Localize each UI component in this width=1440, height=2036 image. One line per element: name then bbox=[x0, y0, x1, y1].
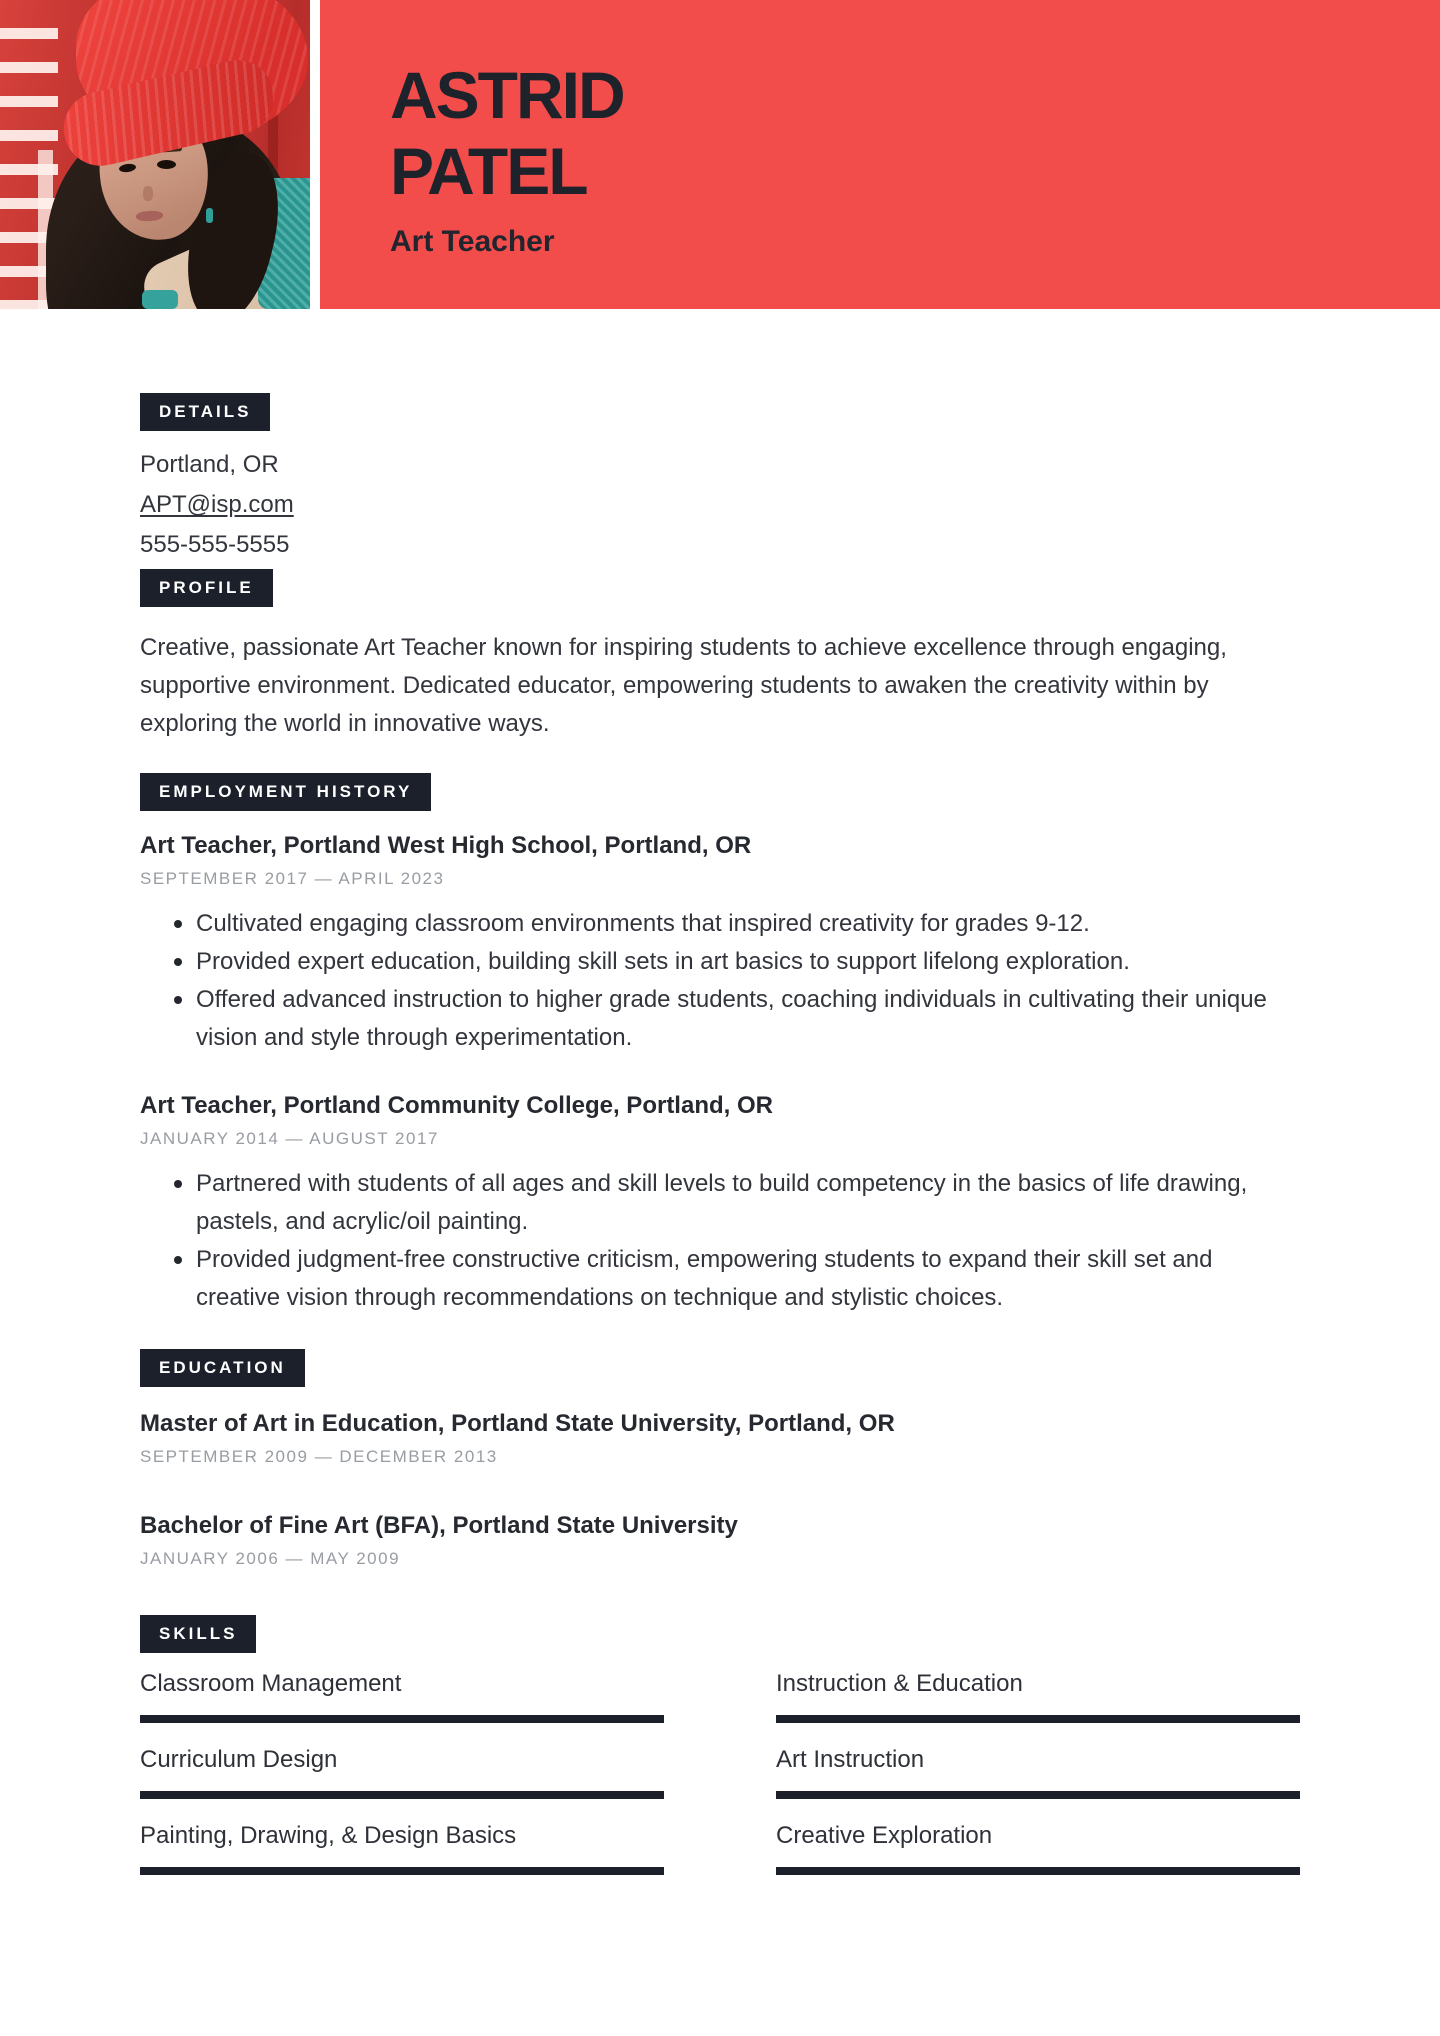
job-entry bbox=[140, 1091, 1300, 1317]
education-dates: SEPTEMBER 2009 — DECEMBER 2013 bbox=[140, 1447, 498, 1466]
photo-shape bbox=[157, 160, 176, 169]
bullet-item: Provided judgment-free constructive criticism, empowering students to expand their skill set and creative vision through recommendations on technique and stylistic choices. bbox=[140, 1241, 1300, 1317]
email-link[interactable]: APT@isp.com bbox=[140, 491, 294, 518]
details-section-badge: DETAILS bbox=[140, 393, 270, 431]
details-block bbox=[140, 445, 1300, 565]
job-entry bbox=[140, 831, 1300, 1057]
resume-body bbox=[0, 309, 1440, 1875]
skill-label: Classroom Management bbox=[140, 1670, 402, 1697]
education-entry bbox=[140, 1409, 1300, 1469]
bullet-item: Cultivated engaging classroom environments that inspired creativity for grades 9-12. bbox=[140, 905, 1300, 943]
job-title: Art Teacher, Portland West High School, Portland, OR bbox=[140, 832, 752, 859]
skill-underline bbox=[140, 1791, 664, 1799]
job-bullet-list bbox=[140, 1165, 1300, 1317]
skill-item bbox=[776, 1821, 1300, 1875]
bullet-item: Offered advanced instruction to higher grade students, coaching individuals in cultivating their unique vision and style through experimentation. bbox=[140, 981, 1300, 1057]
location-text: Portland, OR bbox=[140, 451, 279, 478]
profile-photo bbox=[0, 0, 310, 309]
name-line-1: ASTRID bbox=[390, 57, 624, 132]
employment-section-badge: EMPLOYMENT HISTORY bbox=[140, 773, 431, 811]
job-dates: JANUARY 2014 — AUGUST 2017 bbox=[140, 1129, 439, 1148]
education-title: Bachelor of Fine Art (BFA), Portland State University bbox=[140, 1512, 738, 1539]
job-title: Art Teacher, Portland Community College, Portland, OR bbox=[140, 1092, 773, 1119]
skill-label: Painting, Drawing, & Design Basics bbox=[140, 1822, 517, 1849]
education-title: Master of Art in Education, Portland State University, Portland, OR bbox=[140, 1410, 895, 1437]
skill-item bbox=[140, 1745, 664, 1799]
skill-label: Curriculum Design bbox=[140, 1746, 338, 1773]
photo-shape bbox=[142, 290, 178, 309]
skills-grid bbox=[140, 1669, 1300, 1875]
header-gap bbox=[310, 0, 320, 309]
skill-label: Instruction & Education bbox=[776, 1670, 1023, 1697]
job-bullet-list bbox=[140, 905, 1300, 1057]
education-dates: JANUARY 2006 — MAY 2009 bbox=[140, 1549, 401, 1568]
skill-underline bbox=[776, 1715, 1300, 1723]
skill-underline bbox=[776, 1867, 1300, 1875]
phone-text: 555-555-5555 bbox=[140, 531, 290, 558]
skill-item bbox=[776, 1669, 1300, 1723]
skills-section-badge: SKILLS bbox=[140, 1615, 256, 1653]
bullet-item: Partnered with students of all ages and skill levels to build competency in the basics of life drawing, pastels, and acrylic/oil painting. bbox=[140, 1165, 1300, 1241]
skill-label: Art Instruction bbox=[776, 1746, 925, 1773]
education-section-badge: EDUCATION bbox=[140, 1349, 305, 1387]
education-entry bbox=[140, 1511, 1300, 1571]
skill-item bbox=[140, 1821, 664, 1875]
skill-underline bbox=[140, 1867, 664, 1875]
candidate-name bbox=[390, 57, 1440, 209]
skill-underline bbox=[776, 1791, 1300, 1799]
skill-item bbox=[776, 1745, 1300, 1799]
skill-underline bbox=[140, 1715, 664, 1723]
skill-label: Creative Exploration bbox=[776, 1822, 993, 1849]
name-line-2: PATEL bbox=[390, 133, 587, 208]
candidate-title: Art Teacher bbox=[390, 224, 555, 258]
photo-shape bbox=[206, 208, 213, 223]
skill-item bbox=[140, 1669, 664, 1723]
job-dates: SEPTEMBER 2017 — APRIL 2023 bbox=[140, 869, 445, 888]
profile-section-badge: PROFILE bbox=[140, 569, 273, 607]
profile-summary: Creative, passionate Art Teacher known for inspiring students to achieve excellence through engaging, supportive environment. Dedicated educator, empowering students to awaken the creativity within by exploring the world in innovative ways. bbox=[140, 634, 1227, 737]
name-banner bbox=[320, 0, 1440, 309]
photo-shape bbox=[143, 186, 153, 201]
header bbox=[0, 0, 1440, 309]
bullet-item: Provided expert education, building skill sets in art basics to support lifelong exploration. bbox=[140, 943, 1300, 981]
